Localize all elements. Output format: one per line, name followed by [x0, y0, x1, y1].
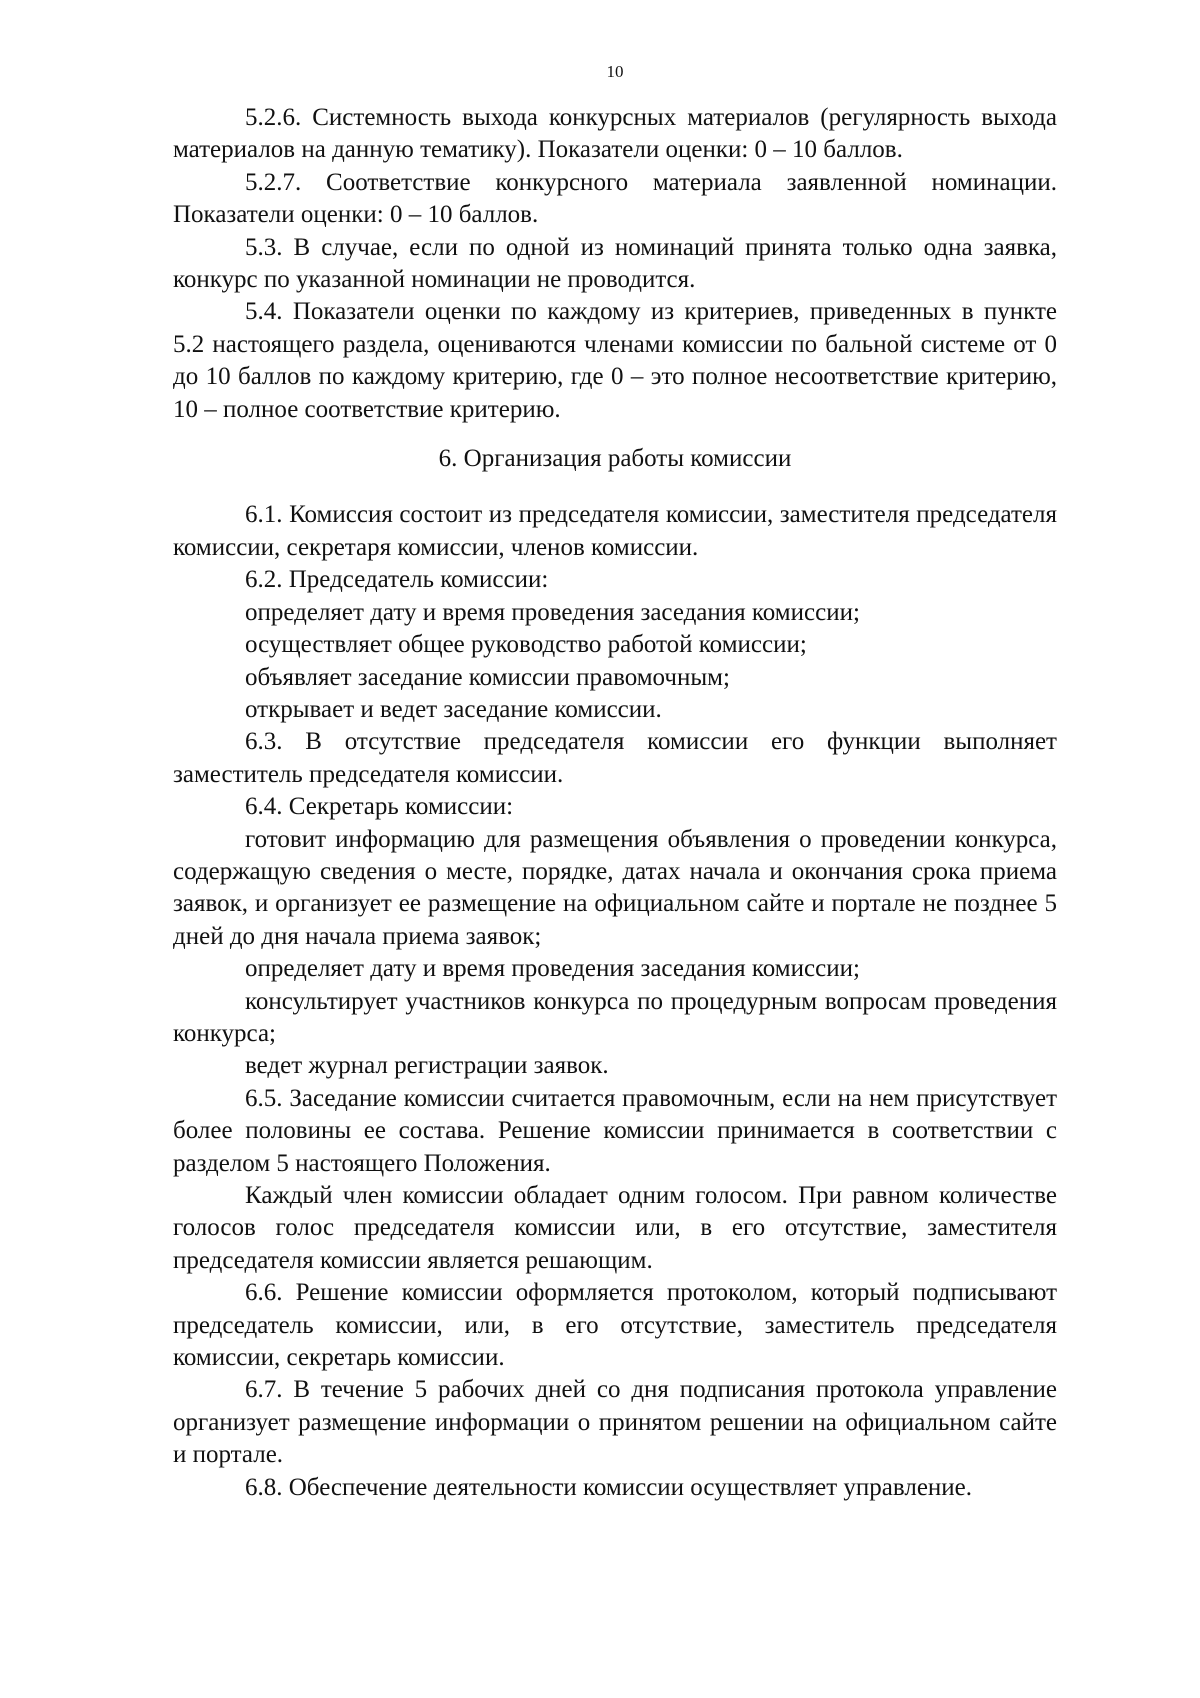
list-item-secretary-duty: консультирует участников конкурса по процедурным вопросам проведения конкурса;	[173, 987, 1057, 1047]
paragraph-6-8: 6.8. Обеспечение деятельности комиссии осуществляет управление.	[245, 1473, 973, 1501]
paragraph-6-5: 6.5. Заседание комиссии считается правомочным, если на нем присутствует более половины ее состава. Решение комиссии принимается в соответствии с разделом 5 настоящего Положения.	[173, 1084, 1057, 1177]
paragraph-5-2-6: 5.2.6. Системность выхода конкурсных материалов (регулярность выхода материалов на данную тематику). Показатели оценки: 0 – 10 баллов.	[173, 104, 1057, 164]
section-6-body	[173, 499, 1057, 1504]
paragraph-5-2-7: 5.2.7. Соответствие конкурсного материала заявленной номинации. Показатели оценки: 0 – 10 баллов.	[173, 168, 1057, 229]
page-number: 10	[606, 62, 624, 81]
list-item-secretary-duty: ведет журнал регистрации заявок.	[245, 1052, 609, 1080]
paragraph-6-2: 6.2. Председатель комиссии:	[245, 566, 549, 594]
paragraph-6-3: 6.3. В отсутствие председателя комиссии его функции выполняет заместитель председателя комиссии.	[173, 728, 1057, 788]
list-item-chair-duty: определяет дату и время проведения заседания комиссии;	[245, 598, 860, 626]
paragraph-6-1: 6.1. Комиссия состоит из председателя комиссии, заместителя председателя комиссии, секретаря комиссии, членов комиссии.	[173, 501, 1057, 561]
section-5-body	[173, 102, 1057, 426]
list-item-secretary-duty: готовит информацию для размещения объявления о проведении конкурса, содержащую сведения о месте, порядке, датах начала и окончания срока приема заявок, и организует ее размещение на официальном сайте и портале не позднее 5 дней до дня начала приема заявок;	[173, 825, 1057, 950]
paragraph-5-4: 5.4. Показатели оценки по каждому из критериев, приведенных в пункте 5.2 настоящего раздела, оцениваются членами комиссии по бальной системе от 0 до 10 баллов по каждому критерию, где 0 – это полное несоответствие критерию, 10 – полное соответствие критерию.	[173, 298, 1057, 423]
paragraph-6-4: 6.4. Секретарь комиссии:	[245, 793, 514, 821]
list-item-chair-duty: открывает и ведет заседание комиссии.	[245, 695, 662, 723]
list-item-chair-duty: объявляет заседание комиссии правомочным;	[245, 663, 730, 691]
paragraph-6-5-voting: Каждый член комиссии обладает одним голосом. При равном количестве голосов голос председателя комиссии или, в его отсутствие, заместителя председателя комиссии является решающим.	[173, 1182, 1057, 1274]
paragraph-6-7: 6.7. В течение 5 рабочих дней со дня подписания протокола управление организует размещение информации о принятом решении на официальном сайте и портале.	[173, 1376, 1057, 1469]
paragraph-5-3: 5.3. В случае, если по одной из номинаций принята только одна заявка, конкурс по указанной номинации не проводится.	[173, 233, 1057, 294]
paragraph-6-6: 6.6. Решение комиссии оформляется протоколом, который подписывают председатель комиссии, или, в его отсутствие, заместитель председателя комиссии, секретарь комиссии.	[173, 1279, 1057, 1372]
list-item-chair-duty: осуществляет общее руководство работой комиссии;	[245, 631, 807, 659]
section-6-heading: 6. Организация работы комиссии	[438, 445, 792, 473]
list-item-secretary-duty: определяет дату и время проведения заседания комиссии;	[245, 955, 860, 983]
